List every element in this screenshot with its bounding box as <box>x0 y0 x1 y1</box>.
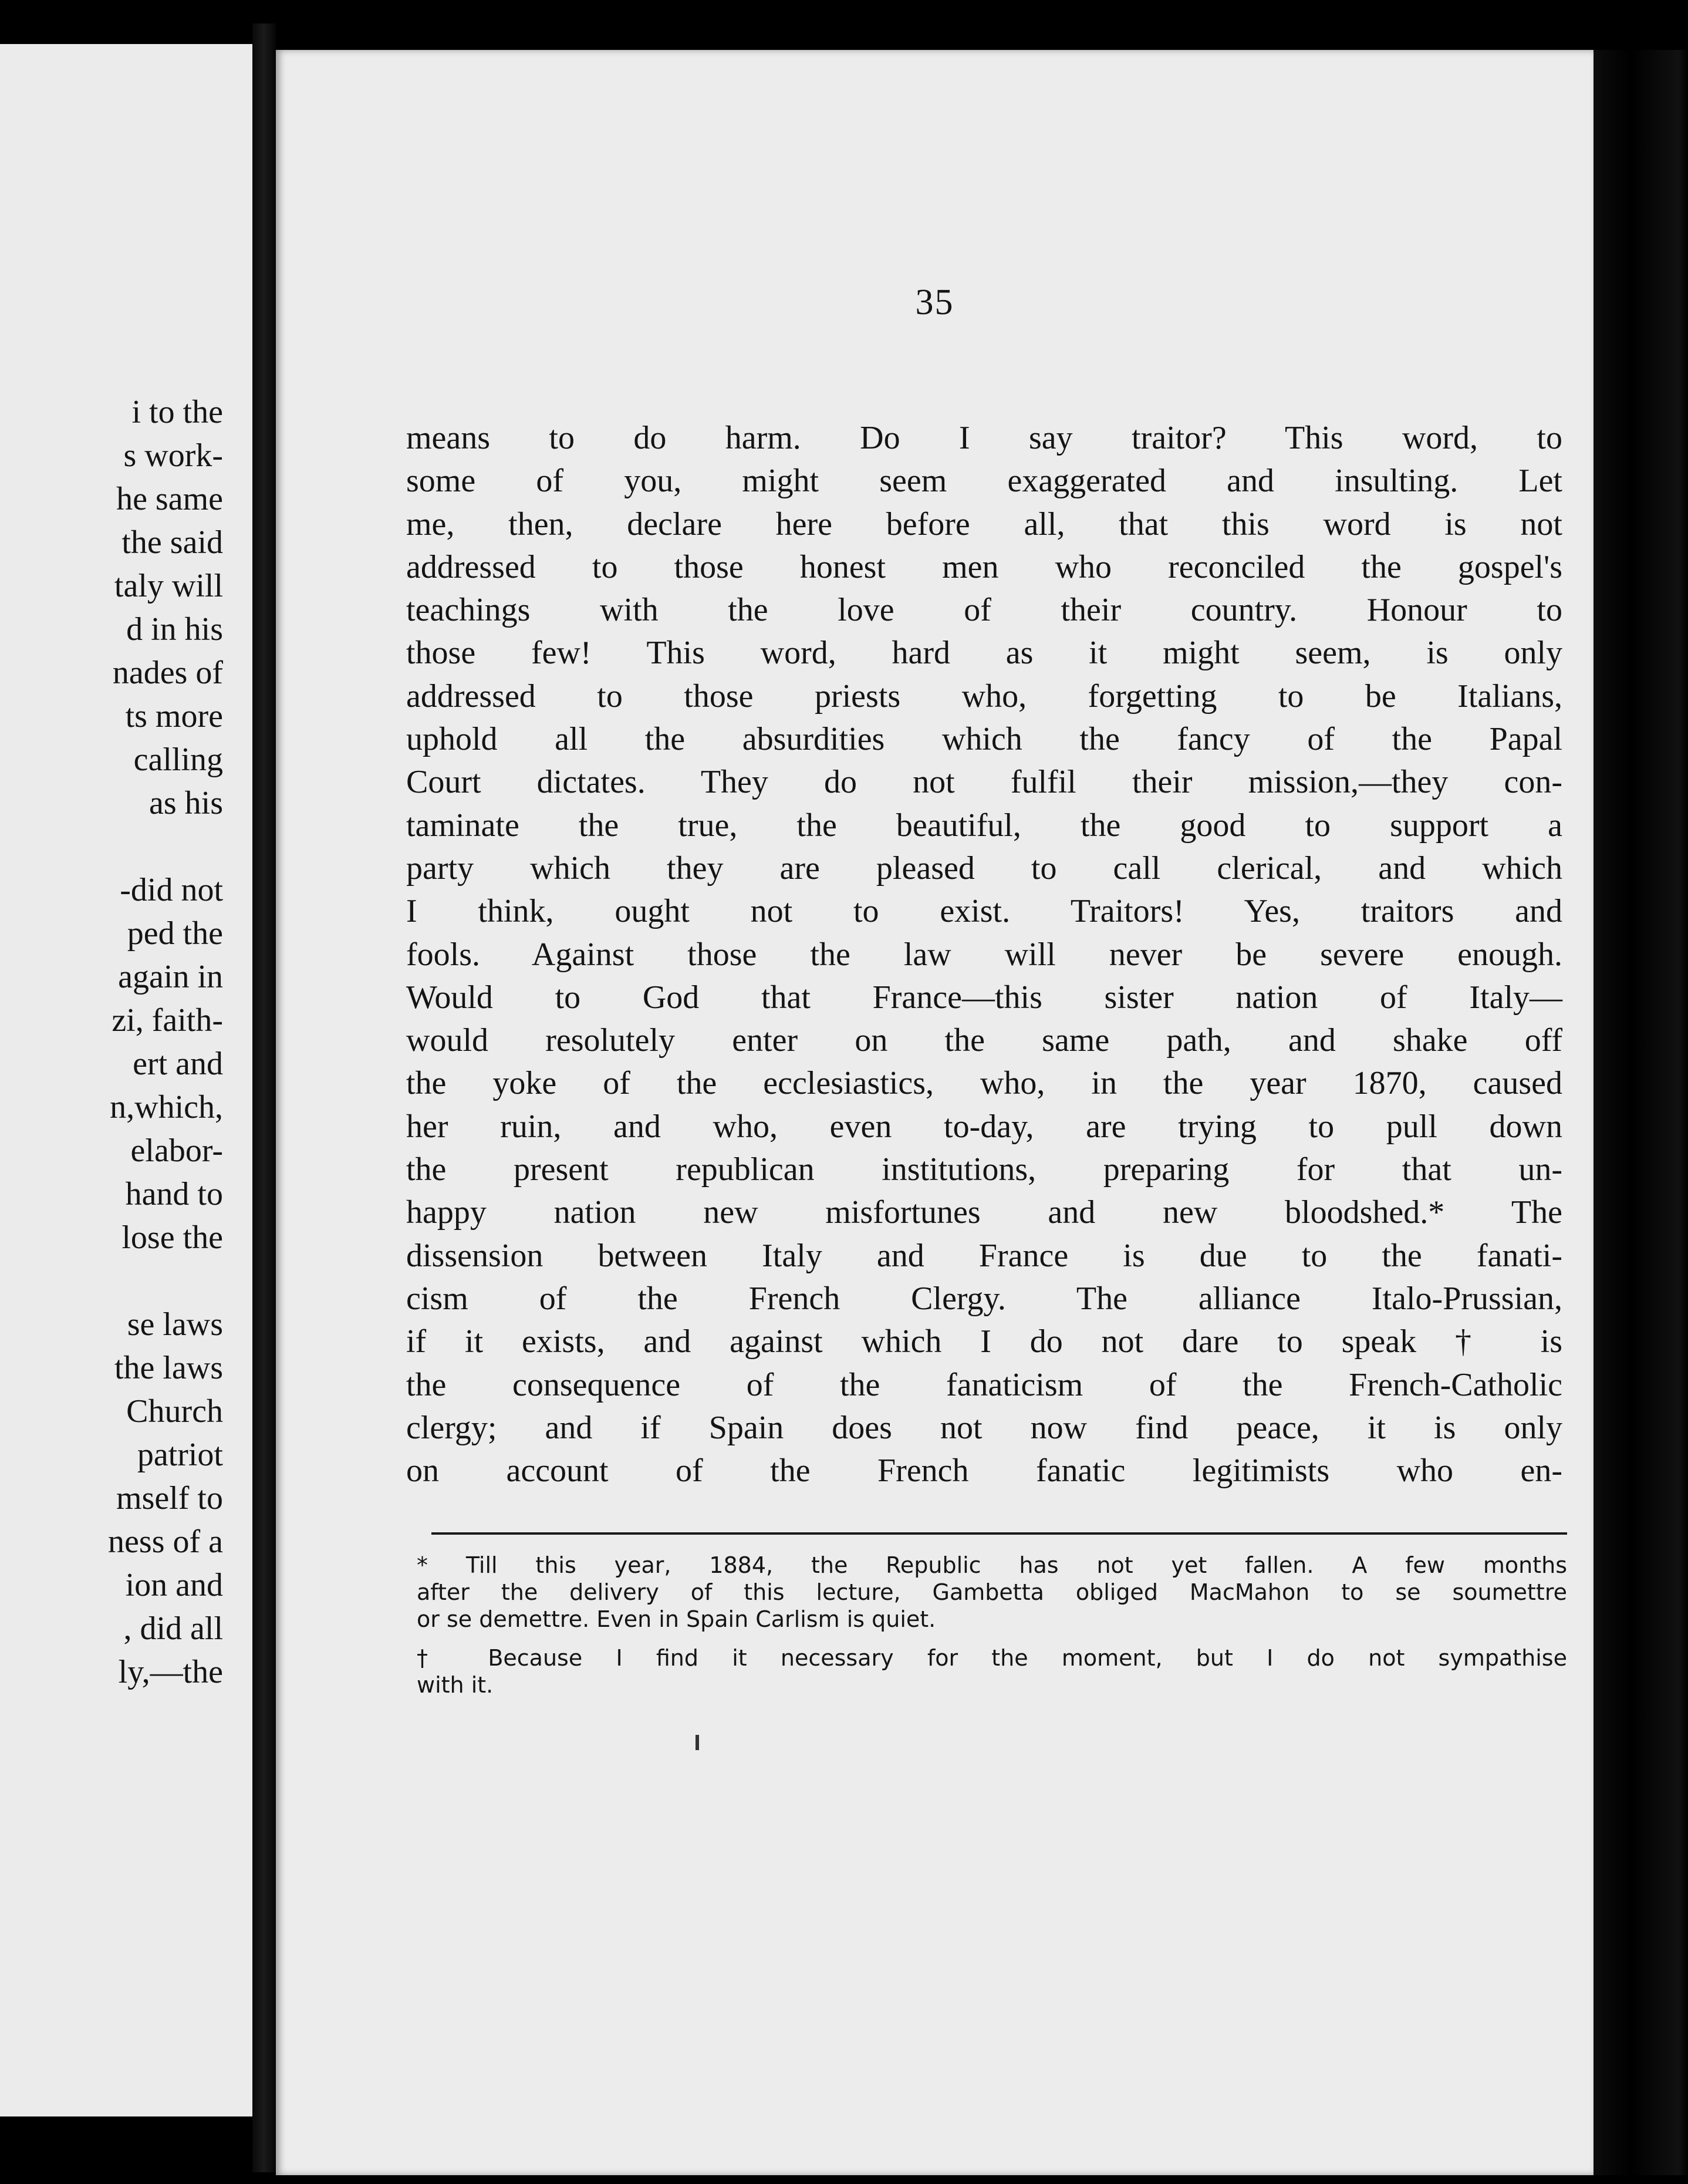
text-line-content: Court dictates. They do not fulfil their mission,—they con- <box>406 764 1562 801</box>
footnote-line: or se demettre. Even in Spain Carlism is quiet. <box>417 1606 936 1632</box>
left-line: d in his <box>126 611 223 648</box>
text-line <box>406 1019 1562 1062</box>
text-line <box>406 632 1562 675</box>
text-line <box>406 718 1562 761</box>
page-edge-shadow <box>1594 50 1688 2175</box>
text-line-content: the consequence of the fanaticism of the French-Catholic <box>406 1366 1562 1403</box>
text-line-content: Would to God that France—this sister nation of Italy— <box>406 979 1562 1016</box>
left-page <box>0 44 252 2116</box>
text-line <box>406 1106 1562 1148</box>
text-line-content: those few! This word, hard as it might seem, is only <box>406 635 1562 672</box>
text-line-content: clergy; and if Spain does not now find peace, it is only <box>406 1409 1562 1446</box>
body-text <box>406 417 1562 1492</box>
footnote-line: after the delivery of this lecture, Gambetta obliged MacMahon to se soumettre <box>417 1579 1567 1605</box>
text-line <box>406 1062 1562 1105</box>
text-line-content: the yoke of the ecclesiastics, who, in the year 1870, caused <box>406 1065 1562 1102</box>
text-line <box>406 1364 1562 1407</box>
left-line: -did not <box>120 872 223 908</box>
left-line: he same <box>116 481 223 517</box>
text-line-content: me, then, declare here before all, that this word is not <box>406 505 1562 542</box>
ink-speck <box>696 1735 699 1750</box>
text-line-content: addressed to those priests who, forgetting to be Italians, <box>406 678 1562 714</box>
text-line-content: would resolutely enter on the same path, and shake off <box>406 1022 1562 1059</box>
left-line: ness of a <box>108 1524 223 1560</box>
text-line-content: on account of the French fanatic legitimists who en- <box>406 1452 1562 1489</box>
text-line <box>406 890 1562 933</box>
footnote-asterisk <box>417 1552 1567 1633</box>
left-line: lose the <box>121 1219 223 1256</box>
text-line-content: teachings with the love of their country. Honour to <box>406 592 1562 629</box>
text-line-content: I think, ought not to exist. Traitors! Yes, traitors and <box>406 893 1562 930</box>
left-line: patriot <box>137 1437 223 1473</box>
left-line: n,which, <box>110 1089 223 1125</box>
text-line-content: party which they are pleased to call clerical, and which <box>406 850 1562 887</box>
text-line-content: if it exists, and against which I do not dare to speak † is <box>406 1323 1562 1360</box>
footnote-line: † Because I find it necessary for the moment, but I do not sympathise <box>417 1645 1567 1671</box>
footnote-dagger <box>417 1644 1567 1698</box>
left-line: ert and <box>133 1046 223 1082</box>
left-line: hand to <box>125 1176 223 1212</box>
left-line: calling <box>133 742 223 778</box>
text-line <box>406 1191 1562 1234</box>
left-line: zi, faith- <box>112 1002 223 1039</box>
text-line-content: fools. Against those the law will never be severe enough. <box>406 936 1562 973</box>
left-line: ped the <box>127 915 223 952</box>
text-line <box>406 503 1562 546</box>
book-gutter <box>252 23 276 2172</box>
text-line-content: dissension between Italy and France is due to the fanati- <box>406 1237 1562 1274</box>
left-line: ly,—the <box>118 1654 223 1690</box>
footnotes <box>417 1552 1567 1710</box>
right-page <box>276 50 1594 2175</box>
left-line: se laws <box>127 1306 223 1343</box>
footnote-rule <box>431 1532 1567 1535</box>
left-line: mself to <box>116 1480 223 1516</box>
text-line-content: addressed to those honest men who reconciled the gospel's <box>406 548 1562 585</box>
left-page-text <box>108 390 223 1694</box>
text-line-content: cism of the French Clergy. The alliance Italo-Prussian, <box>406 1280 1562 1317</box>
text-line <box>406 933 1562 976</box>
left-line: i to the <box>131 394 223 430</box>
text-line <box>406 1450 1562 1492</box>
text-line <box>406 417 1562 460</box>
left-line: elabor- <box>130 1133 223 1169</box>
footnote-line: * Till this year, 1884, the Republic has not yet fallen. A few months <box>417 1552 1567 1578</box>
footnote-line: with it. <box>417 1672 494 1698</box>
text-line <box>406 1278 1562 1320</box>
left-line: nades of <box>112 655 223 691</box>
text-line <box>406 976 1562 1019</box>
text-line <box>406 675 1562 718</box>
left-line: ts more <box>125 698 223 734</box>
left-line-gap <box>108 825 223 868</box>
text-line-content: happy nation new misfortunes and new bloodshed.* The <box>406 1194 1562 1231</box>
text-line <box>406 1320 1562 1363</box>
text-line-content: uphold all the absurdities which the fancy of the Papal <box>406 721 1562 758</box>
text-line-content: her ruin, and who, even to-day, are trying to pull down <box>406 1108 1562 1145</box>
text-line <box>406 847 1562 890</box>
text-line-content: taminate the true, the beautiful, the good to support a <box>406 807 1562 844</box>
left-line: the laws <box>114 1350 223 1386</box>
left-line: as his <box>149 785 223 821</box>
text-line <box>406 1148 1562 1191</box>
text-line-content: means to do harm. Do I say traitor? This word, to <box>406 420 1562 456</box>
left-line: Church <box>126 1393 223 1430</box>
text-line <box>406 1235 1562 1278</box>
left-line: again in <box>118 959 223 995</box>
text-line <box>406 1407 1562 1450</box>
text-line <box>406 761 1562 804</box>
left-line: the said <box>121 524 223 561</box>
text-line-content: the present republican institutions, preparing for that un- <box>406 1151 1562 1188</box>
text-line <box>406 460 1562 503</box>
page-number: 35 <box>915 282 954 322</box>
left-line: , did all <box>123 1610 223 1647</box>
left-line: ion and <box>125 1567 223 1603</box>
left-line-gap <box>108 1259 223 1303</box>
text-line <box>406 804 1562 847</box>
text-line <box>406 546 1562 589</box>
left-line: taly will <box>114 568 223 604</box>
text-line <box>406 589 1562 632</box>
left-line: s work- <box>123 437 223 474</box>
text-line-content: some of you, might seem exaggerated and insulting. Let <box>406 463 1562 500</box>
